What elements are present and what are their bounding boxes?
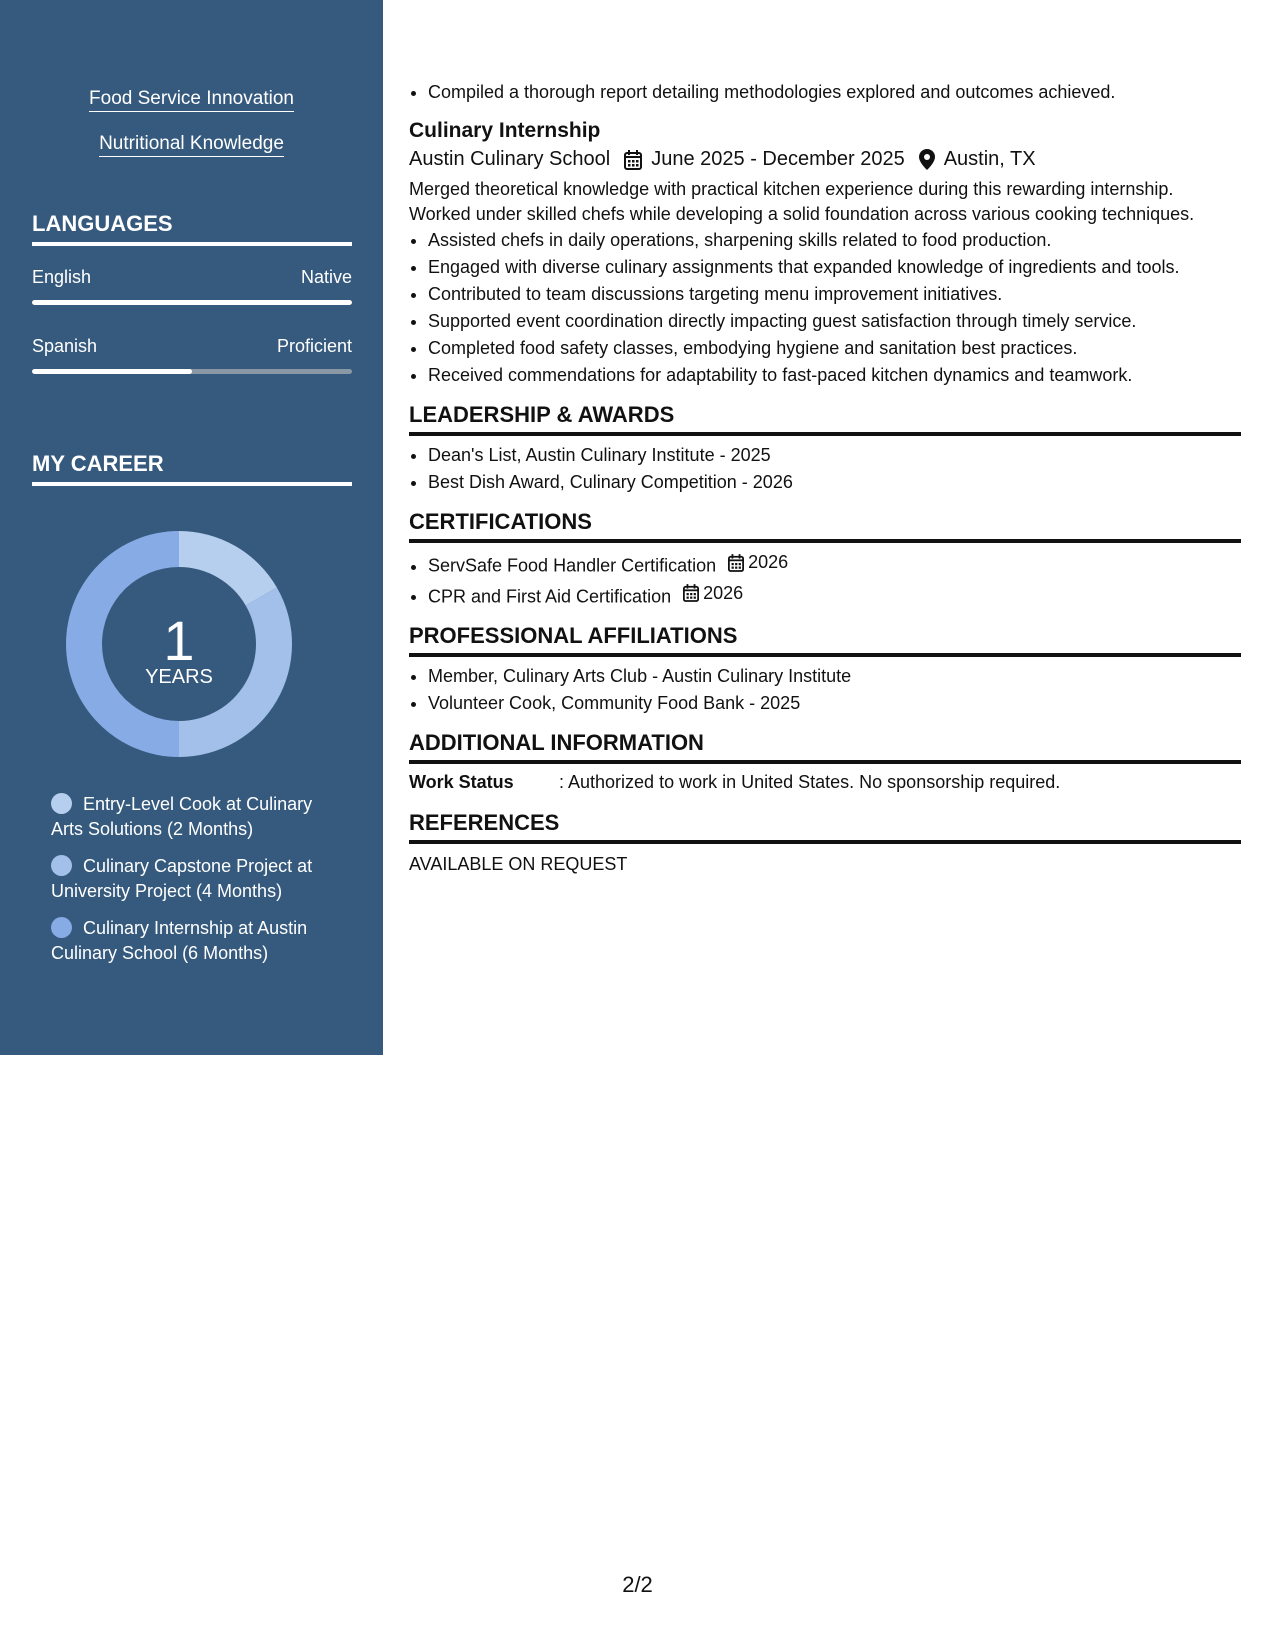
skill-label: Food Service Innovation xyxy=(89,88,294,112)
references-heading: REFERENCES xyxy=(409,810,1241,844)
certification-item xyxy=(428,580,1241,611)
job-description-line: Worked under skilled chefs while developing a solid foundation across various cooking techniques. xyxy=(409,204,1195,224)
job-dates: June 2025 - December 2025 xyxy=(651,148,905,170)
career-donut-segment-1 xyxy=(179,531,277,606)
career-dot xyxy=(51,917,72,938)
leadership-heading: LEADERSHIP & AWARDS xyxy=(409,402,1241,436)
career-legend-item xyxy=(51,854,341,904)
career-legend-text: Entry-Level Cook at Culinary Arts Solutions (2 Months) xyxy=(51,794,313,839)
languages-heading: LANGUAGES xyxy=(32,211,352,246)
language-level: Native xyxy=(300,267,352,287)
career-dot xyxy=(51,855,72,876)
career-legend xyxy=(51,792,341,978)
career-total-unit: YEARS xyxy=(145,666,213,688)
list-item: • Compiled a thorough report detailing methodologies explored and outcomes achieved. xyxy=(428,79,1241,106)
certification-year: 2026 xyxy=(703,582,744,603)
job-bullets xyxy=(409,227,1241,389)
language-row xyxy=(32,267,352,291)
job-title: Culinary Internship xyxy=(409,119,601,142)
list-item: • Contributed to team discussions targeting menu improvement initiatives. xyxy=(428,281,1241,308)
list-item: • Volunteer Cook, Community Food Bank - 2025 xyxy=(428,690,1241,717)
affiliations-heading: PROFESSIONAL AFFILIATIONS xyxy=(409,623,1241,657)
certification-name: ServSafe Food Handler Certification xyxy=(428,555,717,576)
list-item: • Supported event coordination directly impacting guest satisfaction through timely service. xyxy=(428,308,1241,335)
certification-item xyxy=(428,549,1241,580)
page-number: 2/2 xyxy=(622,1572,653,1597)
certification-name: CPR and First Aid Certification xyxy=(428,586,672,606)
work-status-label: Work Status xyxy=(409,772,514,792)
language-bar xyxy=(32,300,352,305)
career-heading: MY CAREER xyxy=(32,451,352,486)
list-item: • Best Dish Award, Culinary Competition - 2026 xyxy=(428,469,1241,496)
sidebar xyxy=(0,0,383,1055)
skill-item xyxy=(0,88,383,110)
language-bar-fill xyxy=(32,300,352,305)
career-legend-text: Culinary Internship at Austin Culinary School (6 Months) xyxy=(51,918,308,963)
language-name: English xyxy=(32,267,92,287)
additional-info-heading: ADDITIONAL INFORMATION xyxy=(409,730,1241,764)
calendar-icon xyxy=(624,150,642,170)
calendar-icon xyxy=(728,554,744,572)
list-item: • Received commendations for adaptability to fast-paced kitchen dynamics and teamwork. xyxy=(428,362,1241,389)
list-item: • Assisted chefs in daily operations, sharpening skills related to food production. xyxy=(428,227,1241,254)
language-row xyxy=(32,336,352,360)
certifications-list xyxy=(409,549,1241,610)
list-item: • Member, Culinary Arts Club - Austin Culinary Institute xyxy=(428,663,1241,690)
calendar-icon xyxy=(683,584,699,602)
list-item: • Dean's List, Austin Culinary Institute - 2025 xyxy=(428,442,1241,469)
leadership-list xyxy=(409,442,1241,496)
career-total-value: 1 xyxy=(163,609,195,672)
job-company: Austin Culinary School xyxy=(409,148,611,170)
work-status-row xyxy=(409,772,1241,793)
language-name: Spanish xyxy=(32,336,98,356)
career-dot xyxy=(51,793,72,814)
career-legend-text: Culinary Capstone Project at University Project (4 Months) xyxy=(51,856,313,901)
skill-label: Nutritional Knowledge xyxy=(99,133,284,157)
previous-job-bullets xyxy=(409,79,1241,106)
job-meta xyxy=(409,148,1241,171)
skill-item xyxy=(0,133,383,155)
work-status-value: : Authorized to work in United States. No sponsorship required. xyxy=(559,772,1061,792)
language-bar xyxy=(32,369,352,374)
career-donut-segment-3 xyxy=(66,531,179,757)
certification-year: 2026 xyxy=(748,552,789,572)
career-legend-item xyxy=(51,916,341,966)
location-pin-icon xyxy=(919,149,935,170)
career-legend-item xyxy=(51,792,341,842)
job-description-line: Merged theoretical knowledge with practical kitchen experience during this rewarding internship. xyxy=(409,179,1174,199)
affiliations-list xyxy=(409,663,1241,717)
language-bar-fill xyxy=(32,369,192,374)
list-item: • Engaged with diverse culinary assignments that expanded knowledge of ingredients and tools. xyxy=(428,254,1241,281)
job-description xyxy=(409,177,1241,227)
references-text: AVAILABLE ON REQUEST xyxy=(409,854,628,874)
main-content xyxy=(409,0,1241,875)
certifications-heading: CERTIFICATIONS xyxy=(409,509,1241,543)
job-location: Austin, TX xyxy=(943,148,1036,170)
career-donut-chart xyxy=(66,531,292,757)
list-item: • Completed food safety classes, embodying hygiene and sanitation best practices. xyxy=(428,335,1241,362)
language-level: Proficient xyxy=(276,336,352,356)
